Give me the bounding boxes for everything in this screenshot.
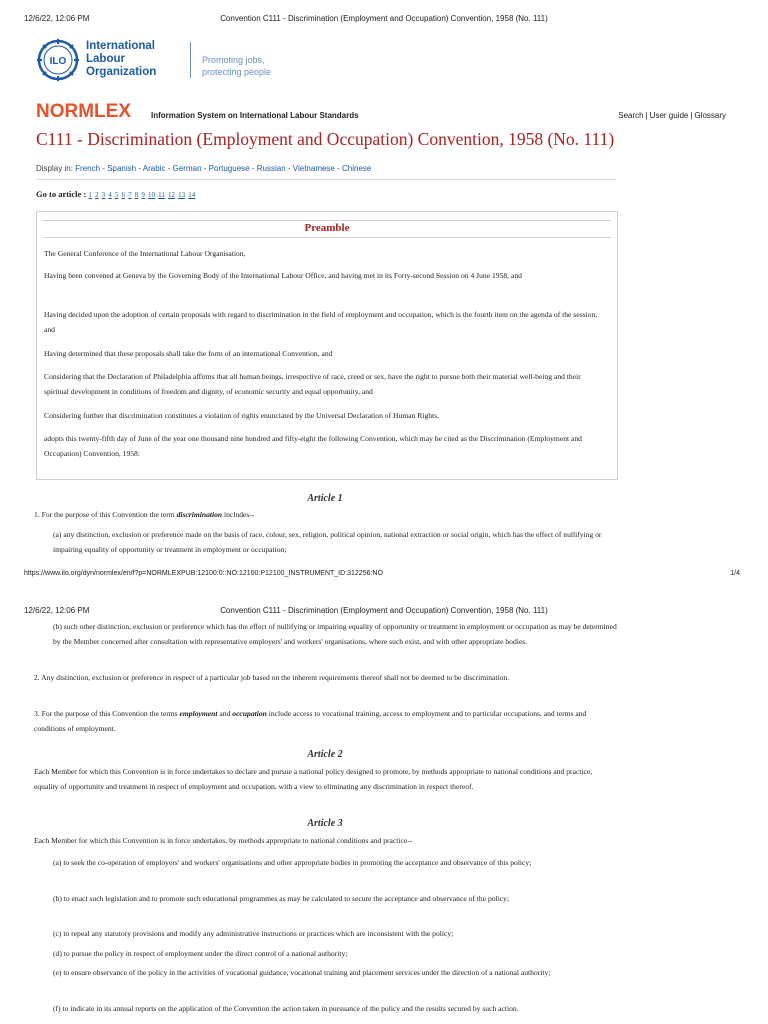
print-page-title: Convention C111 - Discrimination (Employment and Occupation) Convention, 1958 (No. 111) — [220, 606, 548, 615]
display-label: Display in: — [36, 164, 73, 173]
article-3-item-e: (e) to ensure observance of the policy in the activities of vocational guidance, vocational training and placement services under the direction of a national authority; — [53, 968, 551, 977]
goto-article-link[interactable]: 9 — [141, 191, 145, 199]
print-url: https://www.ilo.org/dyn/normlex/en/f?p=NORMLEXPUB:12100:0::NO:12100:P12100_INSTRUMENT_ID:312256:NO — [24, 570, 383, 577]
print-header — [0, 606, 768, 618]
logo-divider — [190, 42, 191, 78]
article-2-heading: Article 2 — [307, 749, 343, 760]
preamble-paragraph: The General Conference of the International Labour Organisation, — [44, 249, 246, 258]
divider — [36, 179, 616, 180]
article-1-item-a: (a) any distinction, exclusion or preference made on the basis of race, colour, sex, religion, political opinion, national extraction or social origin, which has the effect of nullifying or impairing equality of opportunity or treatment in employment or occupation; — [53, 530, 602, 554]
normlex-brand[interactable]: NORMLEX — [36, 101, 131, 122]
goto-article-link[interactable]: 8 — [134, 191, 139, 199]
preamble-paragraph: Having been convened at Geneva by the Governing Body of the International Labour Office, and having met in its Forty-second Session on 4 June 1958, and — [44, 271, 522, 280]
goto-article-link[interactable]: 7 — [128, 191, 132, 199]
top-links: Search | User guide | Glossary — [618, 111, 726, 120]
article-3-item-a: (a) to seek the co-operation of employers' and workers' organisations and other appropriate bodies in promoting the acceptance and observance of this policy; — [53, 858, 532, 867]
article-3-item-f: (f) to indicate in its annual reports on the application of the Convention the action taken in pursuance of the policy and the results secured by such action. — [53, 1004, 519, 1013]
lang-link-german[interactable]: German — [172, 164, 202, 173]
preamble-paragraph: adopts this twenty-fifth day of June of the year one thousand nine hundred and fifty-eight the following Convention, which may be cited as the Discrimination (Employment and Occupation) Convention, 1958: — [44, 434, 582, 458]
goto-article-nav — [36, 189, 196, 199]
article-3-intro: Each Member for which this Convention is in force undertakes, by methods appropriate to national conditions and practice-- — [34, 836, 413, 845]
article-1-paragraph-2: 2. Any distinction, exclusion or preference in respect of a particular job based on the inherent requirements thereof shall not be deemed to be discrimination. — [34, 673, 510, 682]
logo-slogan: Promoting jobs, protecting people — [202, 55, 272, 77]
preamble-paragraph: Having decided upon the adoption of certain proposals with regard to discrimination in the field of employment and occupation, which is the fourth item on the agenda of the session, and — [44, 310, 598, 334]
goto-article-link[interactable]: 4 — [108, 191, 112, 199]
article-3-item-c: (c) to repeal any statutory provisions and modify any administrative instructions or practices which are inconsistent with the policy; — [53, 929, 454, 938]
goto-article-link[interactable]: 1 — [88, 191, 92, 199]
goto-article-link[interactable]: 14 — [188, 191, 196, 199]
article-1-paragraph-1: 1. For the purpose of this Convention the term discrimination includes-- — [34, 510, 255, 519]
goto-label: Go to article : — [36, 189, 87, 199]
print-header — [0, 14, 768, 26]
print-page-number: 1/4 — [730, 570, 740, 577]
goto-article-link[interactable]: 3 — [101, 191, 106, 199]
goto-article-link[interactable]: 12 — [168, 191, 176, 199]
lang-link-russian[interactable]: Russian — [256, 164, 286, 173]
normlex-tagline: Information System on International Labour Standards — [151, 111, 359, 120]
ilo-emblem-icon — [36, 38, 80, 82]
preamble-rule-top — [43, 220, 611, 221]
print-page-title: Convention C111 - Discrimination (Employment and Occupation) Convention, 1958 (No. 111) — [220, 14, 548, 23]
article-1-paragraph-3: 3. For the purpose of this Convention the terms employment and occupation include access to vocational training, access to employment and to particular occupations, and terms and conditions of employment. — [34, 709, 587, 733]
svg-text:ILO: ILO — [49, 56, 67, 67]
lang-link-arabic[interactable]: Arabic — [142, 164, 166, 173]
article-3-item-b: (b) to enact such legislation and to promote such educational programmes as may be calculated to secure the acceptance and observance of the policy; — [53, 894, 510, 903]
lang-link-chinese[interactable]: Chinese — [342, 164, 372, 173]
lang-link-vietnamese[interactable]: Vietnamese — [292, 164, 335, 173]
article-3-heading: Article 3 — [307, 818, 343, 829]
goto-article-link[interactable]: 13 — [178, 191, 186, 199]
page-title: C111 - Discrimination (Employment and Occupation) Convention, 1958 (No. 111) — [36, 129, 615, 149]
preamble-paragraph: Considering further that discrimination constitutes a violation of rights enunciated by the Universal Declaration of Human Rights, — [44, 411, 439, 420]
goto-article-link[interactable]: 11 — [158, 191, 165, 199]
article-3-item-d: (d) to pursue the policy in respect of employment under the direct control of a national authority; — [53, 949, 348, 958]
goto-article-link[interactable]: 6 — [121, 191, 126, 199]
language-selector: Display in: French - Spanish - Arabic - German - Portuguese - Russian - Vietnamese - Chinese — [36, 164, 372, 173]
preamble-paragraph: Having determined that these proposals shall take the form of an international Convention, and — [44, 349, 333, 358]
user-guide-link[interactable]: User guide — [649, 111, 689, 120]
article-2-text: Each Member for which this Convention is in force undertakes to declare and pursue a national policy designed to promote, by methods appropriate to national conditions and practice, equality of opportunity and treatment in respect of employment and occupation, with a view to eliminating any discrimination in respect thereof. — [34, 767, 593, 791]
glossary-link[interactable]: Glossary — [694, 111, 726, 120]
article-1-item-b: (b) such other distinction, exclusion or preference which has the effect of nullifying or impairing equality of opportunity or treatment in employment or occupation as may be determined by the Member concerned after consultation with representative employers' and workers' organisations, where such exist, and with other appropriate bodies. — [53, 622, 617, 646]
search-link[interactable]: Search — [618, 111, 644, 120]
logo-wordmark: International Labour Organization — [86, 40, 157, 78]
lang-link-portuguese[interactable]: Portuguese — [208, 164, 250, 173]
goto-article-link[interactable]: 2 — [95, 191, 99, 199]
ilo-logo[interactable] — [36, 38, 276, 82]
article-1-heading: Article 1 — [307, 493, 343, 504]
lang-link-spanish[interactable]: Spanish — [107, 164, 137, 173]
preamble-rule-bottom — [43, 237, 611, 238]
lang-link-french[interactable]: French — [75, 164, 101, 173]
preamble-paragraph: Considering that the Declaration of Philadelphia affirms that all human beings, irrespective of race, creed or sex, have the right to pursue both their material well-being and their spiritual development in conditions of freedom and dignity, of economic security and equal opportunity, and — [44, 372, 581, 396]
preamble-heading: Preamble — [304, 222, 350, 234]
goto-article-link[interactable]: 5 — [114, 191, 119, 199]
print-datetime: 12/6/22, 12:06 PM — [24, 606, 90, 615]
preamble-section — [36, 211, 618, 480]
goto-article-link[interactable]: 10 — [148, 191, 156, 199]
print-datetime: 12/6/22, 12:06 PM — [24, 14, 90, 23]
